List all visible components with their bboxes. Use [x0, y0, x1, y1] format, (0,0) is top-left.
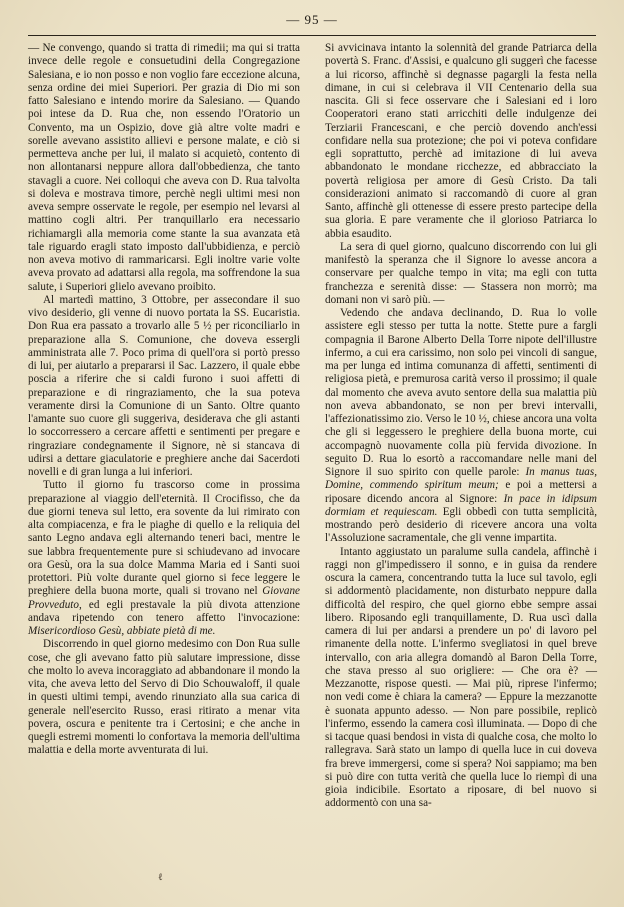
italic-text: Misericordioso Gesù, abbiate pietà di me.	[28, 625, 216, 637]
text-run: Vedendo che andava declinando, D. Rua lo volle assistere egli stesso per tutta la notte. Stette pure a fargli compagnia il Barone Alberto Della Torre nipote dell'illustre infermo, a cui era carissimo, non solo pei vincoli di sangue, ma per lunga ed intima comunanza di affetti, sentimenti di religiosa pietà, e premurosa carità verso il prossimo; il quale dal momento che aveva avuto sentore della sua malattia più non aveva abbandonato, se non per brevi intervalli, l'affezionatissimo zio. Verso le 10 ½, chiese ancora una volta che gli si leggessero le preghiere della buona morte, cui accompagnò nuovamente colla più fervida divozione. In seguito D. Rua lo esortò a raccomandare nelle mani del Signore il suo spirito con quelle parole:	[325, 307, 597, 478]
right-text-column	[325, 42, 597, 811]
text-run: Discorrendo in quel giorno medesimo con Don Rua sulle cose, che gli avevano fatto più salutare impressione, disse che molto lo aveva incoraggiato ad abbandonare il mondo la vita, che aveva letto del Servo di Dio Schouwaloff, il quale in questi ultimi tempi, avendo rinunziato alla sua carica di generale nell'esercito Russo, erasi ritirato a menar vita povera, oscura e penitente tra i Certosini; e che anche in quegli estremi momenti lo confortava la memoria dell'ultima malattia e della morte avventurata di lui.	[28, 638, 300, 757]
paragraph	[325, 546, 597, 811]
text-run: e poi a mettersi a riposare dicendo ancora al Signore:	[325, 479, 597, 505]
text-run: Intanto aggiustato un paralume sulla candela, affinchè i raggi non gl'impedissero il sonno, e in guisa da rendere oscura la camera, concentrando tutta la luce sul tavolo, egli si addormentò placidamente, non disturbato neppure dalla difficoltà del respiro, che quel giorno ebbe sempre assai libero. Riposando egli tranquillamente, D. Rua uscì dalla camera di lui per andarsi a prendere un po' di lavoro pel rimanente della notte. L'infermo svegliatosi in quel breve intervallo, con aria allegra domandò al Baron Della Torre, che stava presso al suo origliere: — Che ora è? — Mezzanotte, rispose questi. — Mai più, riprese l'infermo; non vedi come è chiara la camera? — Eppure la mezzanotte è suonata appunto adesso. — Non pare possibile, replicò l'infermo, essendo la camera così illuminata. — Dopo di che si tacque quasi bendosi in vista di qualche cosa, che molto lo rallegrava. Sarà stato un lampo di quella luce in cui doveva fra breve immergersi, come si spera? Noi sappiamo; ma ben si può dire con tutta verità che quella luce lo riempì di una gioia indicibile. Esortato a riposare, di bel nuovo si addormentò con una sa-	[325, 545, 597, 810]
left-text-column	[28, 42, 300, 758]
paragraph	[325, 241, 597, 307]
paragraph	[28, 294, 300, 480]
text-run: Egli obbedì con tutta semplicità, mostrando però desiderio di ricevere ancora una volta l'Assoluzione sacramentale, che gli venne impartita.	[325, 505, 597, 545]
italic-text: Giovane Provveduto	[28, 585, 300, 611]
italic-text: In manus tuas, Domine, commendo spiritum meum;	[325, 466, 597, 492]
text-run: Tutto il giorno fu trascorso come in prossima preparazione al viaggio dell'eternità. Il Crocifisso, che da due giorni teneva sul letto, era sovente da lui rimirato con alta compiacenza, e fra le piaghe di quello e la reliquia del santo Legno andava egli alternando teneri baci, mentre le sue labbra frequentemente pure si schiudevano ad invocare ora Gesù, ora la sua dolce Mamma Maria ed i Santi suoi protettori. Più volte durante quel giorno si fece leggere le preghiere della buona morte, quali si trovano nel	[28, 479, 300, 598]
text-run: Al martedì mattino, 3 Ottobre, per assecondare il suo vivo desiderio, gli venne di nuovo portata la SS. Eucaristia. Don Rua era passato a trovarlo alle 5 ½ per riconciliarlo in preparazione alla S. Comunione, che doveva essergli amministrata alle 7. Poco prima di quell'ora si portò presso di lui, per aiutarlo a prepararsi il Sac. Lazzero, il quale ebbe poscia a riferire che si caldi furono i suoi affetti di preparazione e di ringraziamento, che la sua poteva veramente dirsi la Comunione di un Santo. Oltre quanto l'amante suo cuore gli suggeriva, desiderava che gli astanti lo soccorressero a cercare affetti e sentimenti per pregare e ringraziare condegnamente il Signore, nè si stancava di udirsi a dettare giaculatorie e preghiere anche dai Sacerdoti novelli e di gran lunga a lui inferiori.	[28, 293, 300, 478]
header-rule	[28, 35, 596, 36]
text-run: Si avvicinava intanto la solennità del grande Patriarca della povertà S. Franc. d'Assisi, e qualcuno gli suggerì che facesse a lui ricorso, affinchè si degnasse pagargli la festa nella dimane, in cui si celebrava il VII Centenario della sua nascita. Gli si fece osservare che i Salesiani ed i loro Cooperatori erano stati arricchiti delle indulgenze dei Terziarii Francescani, e che perciò dovendo anch'essi confidare nella sua protezione; che poi vi poteva confidare egli soprattutto, perchè ad imitazione di lui aveva abbandonato le mondane ricchezze, ed abbracciato la povertà religiosa per amore di Gesù Cristo. Da tali considerazioni animato si raccomandò di cuore al gran Santo, affinchè gli ottenesse di essere presto partecipe della sua gloria. E pare veramente che il glorioso Patriarca lo abbia esaudito.	[325, 42, 597, 240]
text-run: , ed egli prestavale la più divota attenzione andava ripetendo con tenero affetto l'invocazione:	[28, 598, 300, 624]
text-run: La sera di quel giorno, qualcuno discorrendo con lui gli manifestò la speranza che il Signore lo avesse ancora a conservare per qualche tempo in vita; ma egli con tutta franchezza e serenità disse: — Stassera non morrò; ma domani non vi sarò più. —	[325, 240, 597, 306]
paragraph	[325, 307, 597, 546]
paragraph	[28, 479, 300, 638]
text-run: — Ne convengo, quando si tratta di rimedii; ma qui si tratta invece delle regole e consuetudini della Congregazione Salesiana, e io non posso e non voglio fare eccezione alcuna, senza ordine dei miei Superiori. Per grazia di Dio mi son fatto Salesiano e intendo morire da Salesiano. — Quando poi intese da D. Rua che, non essendo l'Oratorio un Convento, ma un Ospizio, dove già altre volte madri e sorelle avevano assistito allievi e persone malate, e ciò si permetteva anche per lui, il malato si acquietò, contento di non allontanarsi neppure allora dall'obbedienza, che tanto stavagli a cuore. Nei colloqui che aveva con D. Rua talvolta si doleva e mostrava timore, perchè negli ultimi mesi non aveva sempre osservate le regole, per esempio nel levarsi al mattino cogli altri. Per tranquillarlo era necessario richiamargli alla memoria come stante la sua avanzata età tale riguardo eragli stato imposto dall'ubbidienza, e perciò non aveva motivo di rammaricarsi. Egli inoltre varie volte aveva provato ad adattarsi alla regola, ma soffrendone la sua salute, i Superiori glielo avevano proibito.	[28, 42, 300, 293]
italic-text: In pace in idipsum dormiam et requiescam.	[325, 492, 597, 518]
paragraph	[28, 42, 300, 294]
ink-mark: ℓ	[158, 872, 163, 883]
page-number: — 95 —	[286, 12, 338, 27]
paragraph	[28, 638, 300, 757]
paragraph	[325, 42, 597, 241]
